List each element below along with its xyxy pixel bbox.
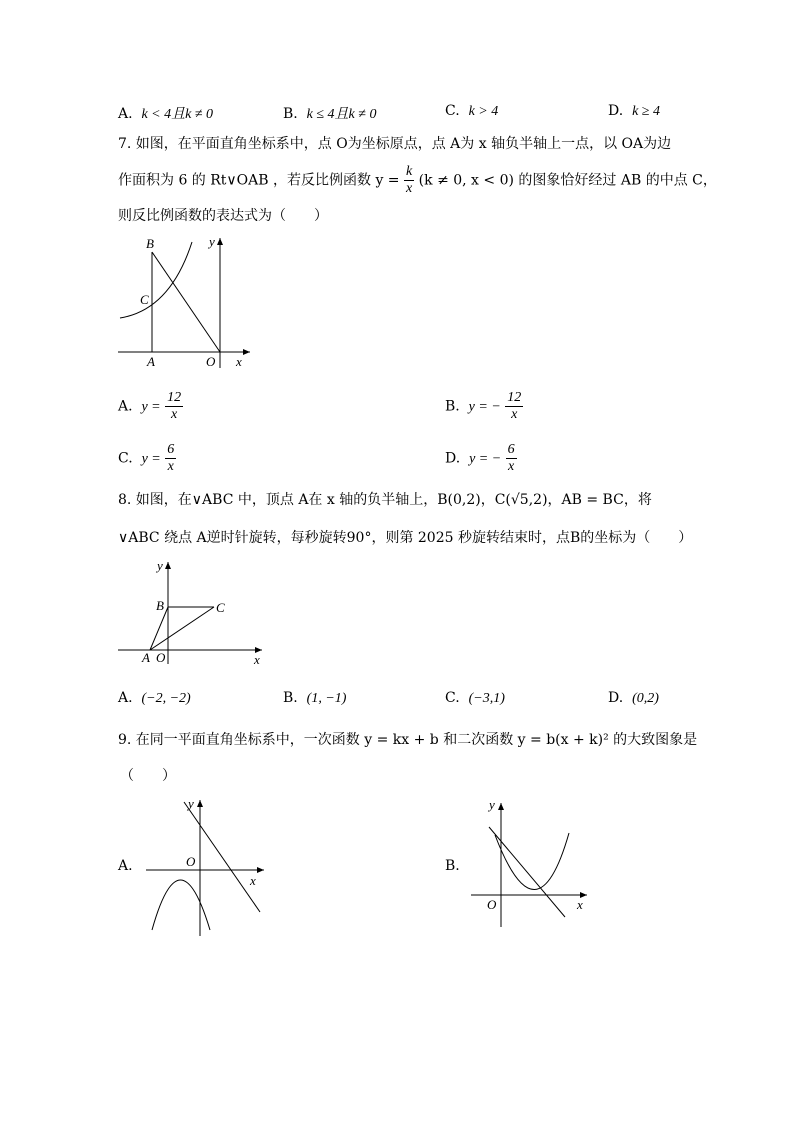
option-text: (1, −1) — [306, 691, 347, 706]
fraction-denominator: x — [406, 181, 413, 196]
option-text: k ≤ 4且k ≠ 0 — [306, 107, 377, 122]
q9-option-b-figure — [465, 795, 595, 935]
option-text: k > 4 — [468, 104, 499, 119]
q8-option-b — [283, 690, 346, 707]
q7-figure — [110, 230, 260, 375]
label-x: x — [250, 873, 256, 888]
y-axis-arrow — [217, 238, 223, 245]
option-fraction — [506, 442, 517, 475]
option-prefix: y = — [141, 451, 161, 467]
option-letter: C. — [445, 103, 460, 119]
q7-stem-text: (k ≠ 0, x < 0) 的图象恰好经过 AB 的中点 C， — [418, 172, 717, 189]
option-prefix: y = − — [469, 451, 502, 467]
option-prefix: y = — [141, 399, 161, 415]
x-axis-arrow — [243, 349, 250, 355]
q8-option-a — [118, 690, 191, 707]
label-o: O — [487, 897, 497, 912]
option-fraction — [505, 390, 523, 423]
q9-option-b-letter: B. — [445, 858, 460, 874]
option-letter: D. — [608, 103, 624, 119]
parabola-graph — [152, 880, 210, 930]
label-c: C — [140, 292, 149, 307]
label-x: x — [254, 652, 260, 667]
q8-option-d — [608, 690, 659, 707]
option-letter: B. — [445, 398, 460, 415]
y-axis-arrow — [165, 562, 171, 569]
fraction-numerator: 6 — [167, 442, 175, 457]
y-axis-arrow — [498, 803, 504, 810]
q8-option-c — [445, 690, 505, 707]
q6-option-a — [118, 103, 213, 123]
label-x: x — [236, 354, 242, 369]
option-letter: D. — [445, 450, 461, 467]
fraction-denominator: x — [167, 459, 174, 474]
q7-option-c — [118, 442, 176, 475]
q8-stem-line1: 8. 如图，在∨ABC 中，顶点 A在 x 轴的负半轴上，B(0,2)，C(√5,2)，AB = BC，将 — [118, 492, 652, 508]
q9-stem-line1: 9. 在同一平面直角坐标系中，一次函数 y = kx + b 和二次函数 y = b(x + k)² 的大致图象是 — [118, 732, 698, 748]
option-text: (0,2) — [632, 691, 659, 706]
line-graph — [489, 827, 565, 917]
q8-figure — [112, 556, 272, 668]
label-a: A — [147, 354, 155, 369]
segment-bo — [152, 252, 220, 352]
line-graph — [184, 802, 260, 912]
option-text: (−3,1) — [468, 691, 505, 706]
q7-option-a — [118, 390, 183, 423]
q7-option-d — [445, 442, 517, 475]
option-fraction — [165, 442, 176, 475]
hyperbola-curve — [120, 242, 192, 318]
label-y: y — [209, 234, 215, 249]
option-letter: C. — [445, 690, 460, 706]
label-y: y — [489, 797, 495, 812]
q7-stem-line3: 则反比例函数的表达式为（ ） — [118, 208, 328, 224]
fraction-numerator: 6 — [507, 442, 515, 457]
option-letter: D. — [608, 690, 624, 706]
fraction-numerator: 12 — [167, 390, 182, 405]
q7-stem-line1: 7. 如图，在平面直角坐标系中，点 O为坐标原点，点 A为 x 轴负半轴上一点，以 OA为边 — [118, 136, 672, 152]
label-b: B — [156, 598, 164, 613]
option-text: k ≥ 4 — [632, 104, 660, 119]
option-letter: B. — [283, 106, 298, 122]
label-b: B — [146, 236, 154, 251]
y-axis-arrow — [197, 800, 203, 807]
option-fraction — [165, 390, 183, 423]
option-letter: A. — [118, 690, 133, 706]
option-letter: B. — [283, 690, 298, 706]
x-axis-arrow — [257, 867, 264, 873]
option-letter: A. — [118, 398, 133, 415]
label-o: O — [156, 650, 166, 665]
fraction-denominator: x — [508, 459, 515, 474]
q7-option-b — [445, 390, 523, 423]
q7-stem-line2 — [118, 164, 717, 197]
fraction-denominator: x — [170, 407, 178, 422]
q6-option-c — [445, 103, 498, 120]
fraction-numerator: 12 — [507, 390, 522, 405]
fraction-numerator: k — [406, 164, 413, 179]
parabola-graph — [495, 833, 569, 890]
label-o: O — [206, 354, 216, 369]
label-x: x — [577, 897, 583, 912]
option-text: (−2, −2) — [141, 691, 191, 706]
q9-option-a-letter: A. — [118, 858, 133, 874]
option-letter: C. — [118, 450, 133, 467]
q6-option-d — [608, 103, 660, 120]
option-letter: A. — [118, 106, 133, 122]
label-y: y — [188, 796, 194, 811]
label-y: y — [157, 558, 163, 573]
option-prefix: y = − — [468, 399, 501, 415]
option-text: k < 4且k ≠ 0 — [141, 107, 214, 122]
q9-stem-line2: （ ） — [120, 768, 176, 784]
label-o: O — [186, 854, 196, 869]
q7-fraction — [404, 164, 414, 197]
q8-stem-line2: ∨ABC 绕点 A逆时针旋转，每秒旋转90°，则第 2025 秒旋转结束时，点B的坐标为（ ） — [118, 530, 693, 546]
q9-option-a-figure — [140, 790, 270, 940]
q6-option-b — [283, 103, 376, 123]
q7-stem-text: 作面积为 6 的 Rt∨OAB ，若反比例函数 y = — [118, 172, 400, 189]
label-a: A — [142, 650, 150, 665]
label-c: C — [216, 600, 225, 615]
segment-ac — [150, 607, 214, 650]
fraction-denominator: x — [511, 407, 518, 422]
